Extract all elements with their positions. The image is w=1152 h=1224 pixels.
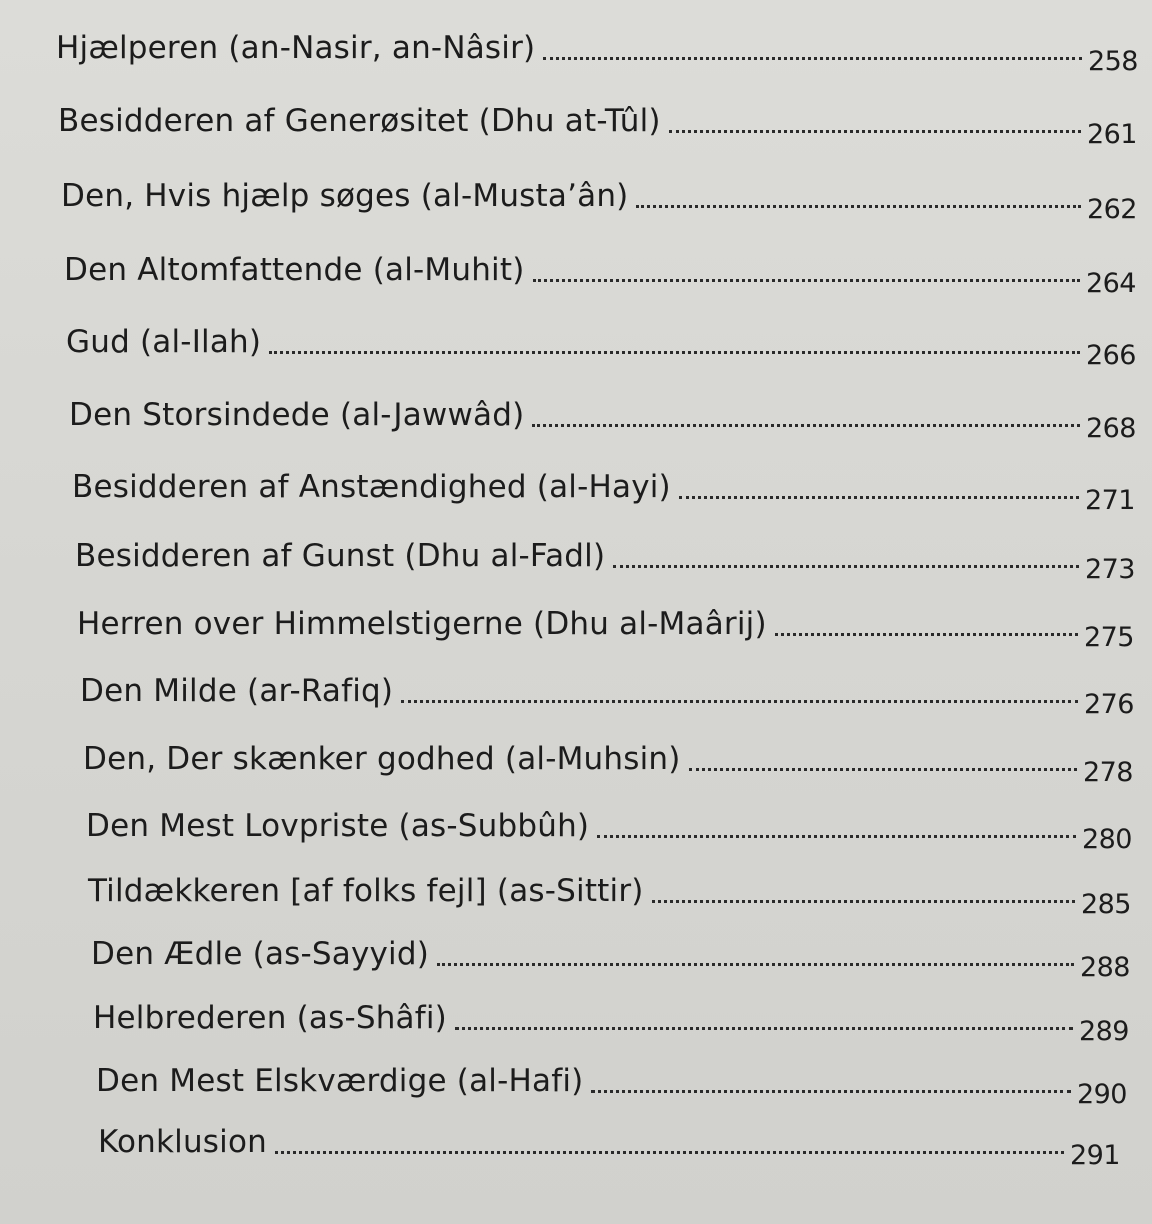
toc-entry-page: 271 [1084, 485, 1135, 516]
toc-entry [56, 28, 1138, 77]
toc-entry [93, 998, 1129, 1047]
toc-entry-page: 264 [1085, 268, 1136, 299]
dot-leader [591, 1080, 1071, 1093]
toc-entry-page: 278 [1082, 757, 1133, 788]
dot-leader [437, 953, 1074, 966]
dot-leader [597, 825, 1076, 838]
toc-entry [64, 250, 1136, 299]
toc-entry [86, 806, 1132, 855]
toc-entry-page: 280 [1081, 824, 1132, 855]
toc-entry-title: Den Ædle (as-Sayyid) [91, 936, 430, 972]
toc-entry-title: Den, Hvis hjælp søges (al-Musta’ân) [61, 178, 629, 214]
toc-entry-page: 285 [1080, 889, 1131, 920]
toc-entry [75, 536, 1135, 585]
toc-entry [96, 1061, 1127, 1110]
toc-entry-title: Hjælperen (an-Nasir, an-Nâsir) [56, 30, 536, 66]
toc-entry-page: 273 [1084, 554, 1135, 585]
toc-entry-title: Herren over Himmelstigerne (Dhu al-Maârij) [77, 606, 767, 642]
toc-entry-page: 261 [1086, 119, 1137, 150]
toc-entry-title: Gud (al-Ilah) [66, 324, 262, 360]
toc-entry-title: Den Mest Elskværdige (al-Hafi) [96, 1063, 584, 1099]
dot-leader [401, 690, 1078, 703]
toc-entry-page: 268 [1085, 413, 1136, 444]
toc-entry-page: 288 [1079, 952, 1130, 983]
dot-leader [652, 890, 1075, 903]
toc-entry-title: Helbrederen (as-Shâfi) [93, 1000, 447, 1036]
toc-entry [98, 1122, 1120, 1171]
toc-entry-page: 275 [1083, 622, 1134, 653]
toc-entry-title: Den Storsindede (al-Jawwâd) [69, 397, 525, 433]
dot-leader [689, 758, 1077, 771]
toc-entry [80, 671, 1134, 720]
toc-entry-title: Besidderen af Generøsitet (Dhu at-Tûl) [58, 103, 661, 139]
toc-entry-page: 266 [1085, 340, 1136, 371]
dot-leader [543, 47, 1082, 60]
toc-entry [61, 176, 1137, 225]
dot-leader [775, 623, 1078, 636]
toc-entry [69, 395, 1136, 444]
toc-entry-page: 291 [1069, 1140, 1120, 1171]
dot-leader [669, 120, 1081, 133]
toc-entry-title: Konklusion [98, 1124, 267, 1160]
toc-entry [77, 604, 1134, 653]
toc-entry-title: Den, Der skænker godhed (al-Muhsin) [83, 741, 681, 777]
toc-entry-page: 290 [1076, 1079, 1127, 1110]
toc-entry [66, 322, 1136, 371]
toc-entry-title: Den Altomfattende (al-Muhit) [64, 252, 525, 288]
toc-entry-title: Besidderen af Gunst (Dhu al-Fadl) [75, 538, 606, 574]
toc-entry-title: Besidderen af Anstændighed (al-Hayi) [72, 469, 671, 505]
toc-entry-title: Tildækkeren [af folks fejl] (as-Sittir) [88, 873, 644, 909]
dot-leader [533, 269, 1080, 282]
toc-entry [88, 871, 1131, 920]
toc-entry [58, 101, 1137, 150]
toc-entry-title: Den Milde (ar-Rafiq) [80, 673, 394, 709]
dot-leader [613, 555, 1079, 568]
dot-leader [269, 341, 1080, 354]
toc-entry-page: 262 [1086, 194, 1137, 225]
dot-leader [455, 1017, 1073, 1030]
toc-entry-page: 258 [1087, 46, 1138, 77]
toc-entry-title: Den Mest Lovpriste (as-Subbûh) [86, 808, 590, 844]
toc-entry [91, 934, 1130, 983]
dot-leader [636, 195, 1080, 208]
toc-entry-page: 289 [1078, 1016, 1129, 1047]
toc-entry-page: 276 [1083, 689, 1134, 720]
dot-leader [532, 414, 1080, 427]
dot-leader [679, 486, 1079, 499]
dot-leader [275, 1141, 1064, 1154]
toc-entry [83, 739, 1133, 788]
toc-entry [72, 467, 1135, 516]
